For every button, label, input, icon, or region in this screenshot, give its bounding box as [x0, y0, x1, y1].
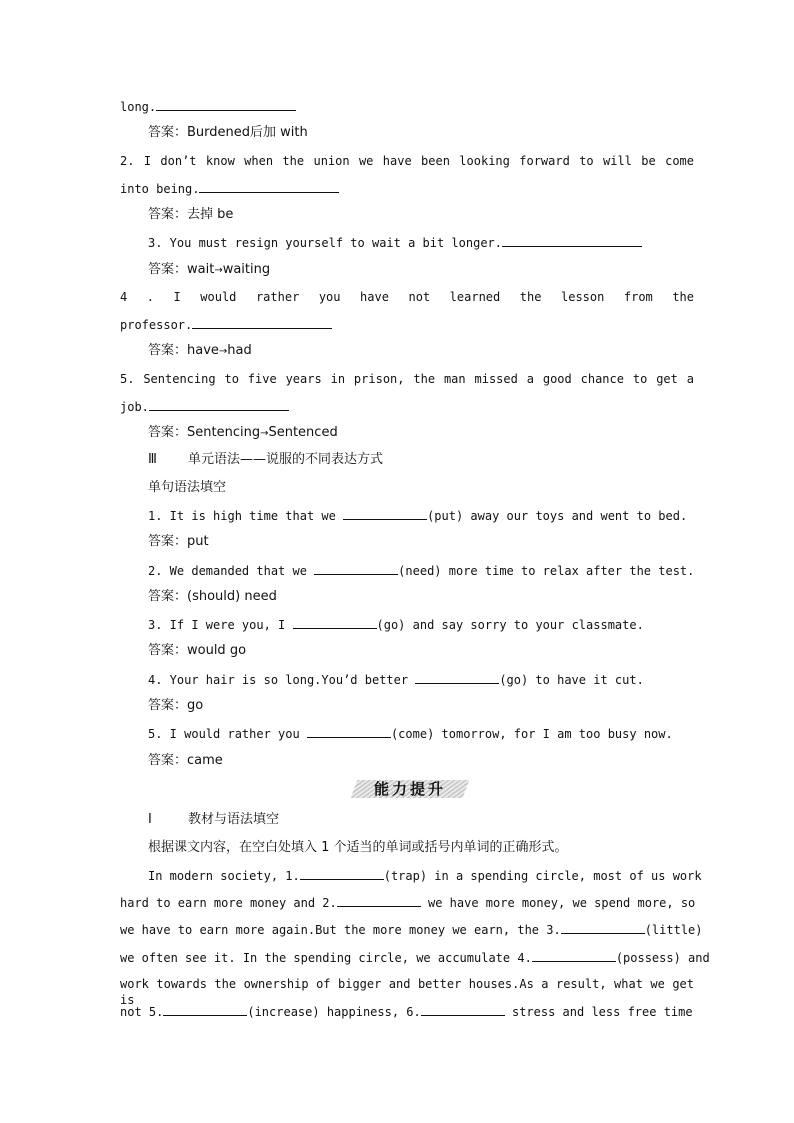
answer-1: 答案：Burdened后加 with	[148, 125, 308, 140]
passage-text: (trap) in a spending circle, most of us work	[383, 869, 702, 883]
answer-4	[148, 343, 252, 360]
grammar-answer-3: 答案：would go	[148, 643, 247, 658]
arrow-icon: →	[218, 346, 228, 357]
passage-text: stress and less free time	[504, 1005, 693, 1019]
grammar-answer-1: 答案：put	[148, 534, 209, 549]
answer-blank[interactable]	[343, 507, 427, 520]
question-post: (go) and say sorry to your classmate.	[376, 618, 644, 632]
answer-blank[interactable]	[149, 398, 289, 411]
passage-text: we often see it. In the spending circle, we accumulate 4.	[120, 951, 532, 965]
question-2: 2. I don’t know when the union we have been looking forward to will be come	[120, 154, 694, 168]
q1-tail-text: long.	[120, 100, 157, 114]
grammar-question-2	[148, 562, 694, 579]
answer-blank[interactable]	[314, 562, 398, 575]
answer-blank[interactable]	[561, 921, 645, 934]
grammar-question-4	[148, 671, 644, 688]
passage-line-5: work towards the ownership of bigger and better houses.As a result, what we get is	[120, 977, 694, 1007]
passage-line-3	[120, 921, 703, 938]
section-number: Ⅰ	[148, 812, 152, 827]
section-number: Ⅲ	[148, 452, 157, 467]
question-pre: 2. We demanded that we	[148, 564, 315, 578]
banner-title: 能力提升	[373, 780, 446, 798]
question-post: (need) more time to relax after the test.	[398, 564, 695, 578]
answer-blank[interactable]	[300, 867, 384, 880]
answer-blank[interactable]	[532, 949, 616, 962]
arrow-icon: →	[260, 428, 269, 439]
question-3	[148, 234, 642, 251]
question-post: (put) away our toys and went to bed.	[427, 509, 688, 523]
answer-5-from: 答案：Sentencing	[148, 425, 261, 440]
grammar-answer-5: 答案：came	[148, 753, 223, 768]
q2-tail-text: into being.	[120, 182, 200, 196]
q1-continuation	[120, 98, 694, 115]
answer-blank[interactable]	[192, 316, 332, 329]
grammar-question-5	[148, 725, 673, 742]
grammar-answer-4: 答案：go	[148, 698, 204, 713]
q2-continuation	[120, 180, 694, 197]
answer-blank[interactable]	[415, 671, 499, 684]
answer-5	[148, 425, 338, 442]
passage-text: In modern society, 1.	[148, 869, 300, 883]
question-5: 5. Sentencing to five years in prison, the man missed a good chance to get a	[120, 372, 694, 386]
question-post: (come) tomorrow, for I am too busy now.	[390, 727, 673, 741]
passage-text: not 5.	[120, 1005, 164, 1019]
answer-3-to: waiting	[222, 262, 271, 277]
ability-improvement-banner	[350, 774, 470, 802]
answer-blank[interactable]	[156, 98, 296, 111]
arrow-icon: →	[214, 265, 223, 276]
passage-line-2	[120, 894, 694, 911]
q4-tail-text: professor.	[120, 318, 193, 332]
question-pre: 4. Your hair is so long.You’d better	[148, 673, 416, 687]
q5-continuation	[120, 398, 694, 415]
answer-3	[148, 262, 270, 279]
section-1-instruction: 根据课文内容，在空白处填入 1 个适当的单词或括号内单词的正确形式。	[148, 840, 568, 855]
answer-2: 答案：去掉 be	[148, 207, 234, 222]
passage-text: we have more money, we spend more, so	[420, 896, 696, 910]
section-3-subtitle: 单句语法填空	[148, 480, 227, 495]
answer-blank[interactable]	[293, 616, 377, 629]
section-1-heading	[148, 812, 279, 828]
answer-blank[interactable]	[502, 234, 642, 247]
answer-blank[interactable]	[163, 1003, 247, 1016]
passage-text: (possess) and	[615, 951, 710, 965]
passage-line-4	[120, 949, 710, 966]
answer-3-from: 答案：wait	[148, 262, 215, 277]
question-pre: 1. It is high time that we	[148, 509, 344, 523]
question-4: 4 . I would rather you have not learned the lesson from the	[120, 290, 694, 304]
question-post: (go) to have it cut.	[499, 673, 644, 687]
question-pre: 3. If I were you, I	[148, 618, 293, 632]
grammar-question-3	[148, 616, 644, 633]
question-pre: 5. I would rather you	[148, 727, 307, 741]
passage-text: we have to earn more again.But the more money we earn, the 3.	[120, 923, 561, 937]
section-3-heading	[148, 452, 383, 468]
passage-text: hard to earn more money and 2.	[120, 896, 337, 910]
passage-text: (increase) happiness, 6.	[247, 1005, 421, 1019]
passage-line-1	[148, 867, 702, 884]
q5-tail-text: job.	[120, 400, 149, 414]
answer-blank[interactable]	[307, 725, 391, 738]
section-title: 单元语法——说服的不同表达方式	[188, 452, 384, 467]
passage-text: (little)	[644, 923, 703, 937]
q4-continuation	[120, 316, 694, 333]
answer-blank[interactable]	[421, 1003, 505, 1016]
grammar-answer-2: 答案：(should) need	[148, 589, 277, 604]
answer-5-to: Sentenced	[268, 425, 338, 440]
section-title: 教材与语法填空	[188, 812, 280, 827]
answer-blank[interactable]	[337, 894, 421, 907]
answer-blank[interactable]	[199, 180, 339, 193]
q3-text: 3. You must resign yourself to wait a bit longer.	[148, 236, 503, 250]
answer-4-to: had	[227, 343, 252, 358]
passage-line-6	[120, 1003, 694, 1020]
grammar-question-1	[148, 507, 687, 524]
answer-4-from: 答案：have	[148, 343, 219, 358]
